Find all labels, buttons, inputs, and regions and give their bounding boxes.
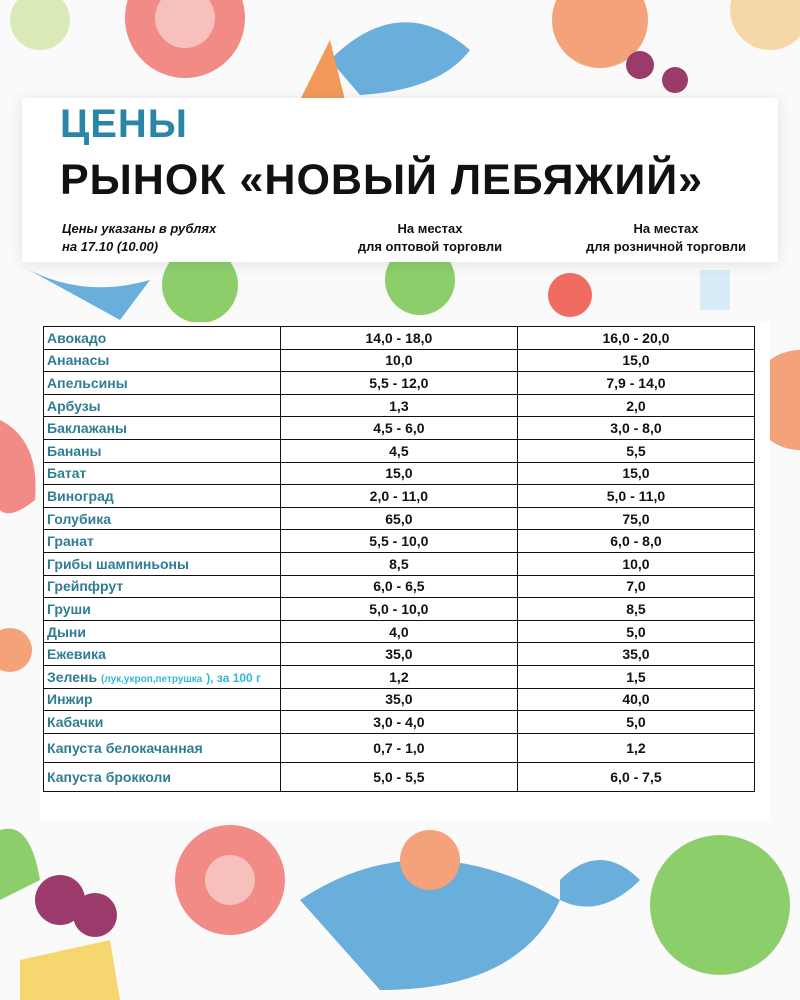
product-name bbox=[44, 598, 281, 621]
wholesale-price: 1,3 bbox=[280, 394, 517, 417]
product-name bbox=[44, 711, 281, 734]
wholesale-price: 8,5 bbox=[280, 552, 517, 575]
retail-price: 15,0 bbox=[517, 462, 754, 485]
product-name-text: Виноград bbox=[47, 487, 114, 504]
product-name-text: Капуста белокачанная bbox=[47, 739, 203, 756]
product-name-detail: (лук,укроп,петрушка bbox=[101, 673, 203, 685]
product-name-text: Баклажаны bbox=[47, 420, 128, 437]
retail-price: 15,0 bbox=[517, 349, 754, 372]
wholesale-price: 4,0 bbox=[280, 620, 517, 643]
header-card bbox=[22, 98, 778, 262]
wholesale-price: 4,5 bbox=[280, 439, 517, 462]
price-table bbox=[43, 326, 755, 792]
product-name-text: Батат bbox=[47, 465, 87, 482]
retail-price: 5,0 - 11,0 bbox=[517, 485, 754, 508]
wholesale-price: 15,0 bbox=[280, 462, 517, 485]
product-name bbox=[44, 417, 281, 440]
table-row bbox=[44, 688, 755, 711]
product-name-text: Гранат bbox=[47, 533, 94, 550]
table-row bbox=[44, 598, 755, 621]
retail-price: 10,0 bbox=[517, 552, 754, 575]
product-name bbox=[44, 507, 281, 530]
table-row bbox=[44, 762, 755, 791]
product-name bbox=[44, 485, 281, 508]
table-row bbox=[44, 530, 755, 553]
product-name bbox=[44, 762, 281, 791]
wholesale-price: 14,0 - 18,0 bbox=[280, 327, 517, 350]
product-name bbox=[44, 575, 281, 598]
retail-price: 1,5 bbox=[517, 665, 754, 688]
retail-header-line1: На местах bbox=[633, 221, 699, 236]
wholesale-price: 35,0 bbox=[280, 643, 517, 666]
retail-price: 8,5 bbox=[517, 598, 754, 621]
retail-price: 75,0 bbox=[517, 507, 754, 530]
table-row bbox=[44, 711, 755, 734]
product-name-text: Арбузы bbox=[47, 397, 101, 414]
market-title: РЫНОК «НОВЫЙ ЛЕБЯЖИЙ» bbox=[60, 156, 704, 204]
product-name-text: Зелень bbox=[47, 668, 98, 685]
product-name bbox=[44, 733, 281, 762]
retail-price: 35,0 bbox=[517, 643, 754, 666]
product-name-text: Кабачки bbox=[47, 713, 104, 730]
table-row bbox=[44, 394, 755, 417]
table-row bbox=[44, 665, 755, 688]
wholesale-column-header bbox=[330, 220, 530, 256]
retail-price: 2,0 bbox=[517, 394, 754, 417]
retail-price: 1,2 bbox=[517, 733, 754, 762]
wholesale-price: 5,0 - 5,5 bbox=[280, 762, 517, 791]
wholesale-header-line2: для оптовой торговли bbox=[357, 239, 503, 254]
product-name bbox=[44, 643, 281, 666]
product-name-text: Инжир bbox=[47, 691, 93, 708]
product-name-text: Голубика bbox=[47, 510, 111, 527]
wholesale-price: 35,0 bbox=[280, 688, 517, 711]
table-row bbox=[44, 733, 755, 762]
product-name-text: Капуста брокколи bbox=[47, 768, 171, 785]
product-name-text: Бананы bbox=[47, 442, 102, 459]
product-name bbox=[44, 439, 281, 462]
wholesale-price: 5,5 - 12,0 bbox=[280, 372, 517, 395]
wholesale-price: 3,0 - 4,0 bbox=[280, 711, 517, 734]
wholesale-price: 0,7 - 1,0 bbox=[280, 733, 517, 762]
table-row bbox=[44, 620, 755, 643]
retail-price: 5,5 bbox=[517, 439, 754, 462]
wholesale-price: 4,5 - 6,0 bbox=[280, 417, 517, 440]
retail-price: 6,0 - 8,0 bbox=[517, 530, 754, 553]
retail-price: 7,9 - 14,0 bbox=[517, 372, 754, 395]
product-name-text: Ежевика bbox=[47, 646, 106, 663]
retail-price: 5,0 bbox=[517, 711, 754, 734]
table-row bbox=[44, 439, 755, 462]
retail-price: 16,0 - 20,0 bbox=[517, 327, 754, 350]
table-row bbox=[44, 575, 755, 598]
product-name bbox=[44, 327, 281, 350]
price-note bbox=[62, 220, 216, 256]
price-note-currency: Цены указаны в рублях bbox=[62, 221, 217, 236]
product-name bbox=[44, 620, 281, 643]
product-name bbox=[44, 665, 281, 688]
wholesale-price: 1,2 bbox=[280, 665, 517, 688]
wholesale-price: 6,0 - 6,5 bbox=[280, 575, 517, 598]
retail-price: 40,0 bbox=[517, 688, 754, 711]
table-row bbox=[44, 417, 755, 440]
wholesale-price: 5,5 - 10,0 bbox=[280, 530, 517, 553]
page-title: ЦЕНЫ bbox=[60, 102, 188, 146]
table-row bbox=[44, 327, 755, 350]
wholesale-price: 10,0 bbox=[280, 349, 517, 372]
table-row bbox=[44, 507, 755, 530]
product-name bbox=[44, 394, 281, 417]
retail-price: 6,0 - 7,5 bbox=[517, 762, 754, 791]
retail-header-line2: для розничной торговли bbox=[586, 239, 746, 254]
table-row bbox=[44, 643, 755, 666]
price-table-card bbox=[40, 322, 770, 820]
product-name bbox=[44, 462, 281, 485]
product-name bbox=[44, 372, 281, 395]
product-name bbox=[44, 552, 281, 575]
table-row bbox=[44, 372, 755, 395]
product-name-text: Дыни bbox=[47, 623, 86, 640]
price-note-date: на 17.10 (10.00) bbox=[62, 239, 159, 254]
wholesale-price: 65,0 bbox=[280, 507, 517, 530]
product-name bbox=[44, 688, 281, 711]
product-name-text: Груши bbox=[47, 600, 91, 617]
retail-price: 5,0 bbox=[517, 620, 754, 643]
product-name-unit: ), за 100 г bbox=[206, 670, 262, 685]
product-name bbox=[44, 349, 281, 372]
table-row bbox=[44, 485, 755, 508]
wholesale-header-line1: На местах bbox=[397, 221, 463, 236]
product-name-text: Ананасы bbox=[47, 352, 110, 369]
wholesale-price: 5,0 - 10,0 bbox=[280, 598, 517, 621]
retail-column-header bbox=[566, 220, 766, 256]
table-row bbox=[44, 462, 755, 485]
product-name-text: Авокадо bbox=[47, 329, 107, 346]
product-name-text: Грибы шампиньоны bbox=[47, 555, 189, 572]
product-name-text: Грейпфрут bbox=[47, 578, 124, 595]
wholesale-price: 2,0 - 11,0 bbox=[280, 485, 517, 508]
product-name bbox=[44, 530, 281, 553]
table-row bbox=[44, 349, 755, 372]
retail-price: 7,0 bbox=[517, 575, 754, 598]
retail-price: 3,0 - 8,0 bbox=[517, 417, 754, 440]
table-row bbox=[44, 552, 755, 575]
product-name-text: Апельсины bbox=[47, 374, 128, 391]
